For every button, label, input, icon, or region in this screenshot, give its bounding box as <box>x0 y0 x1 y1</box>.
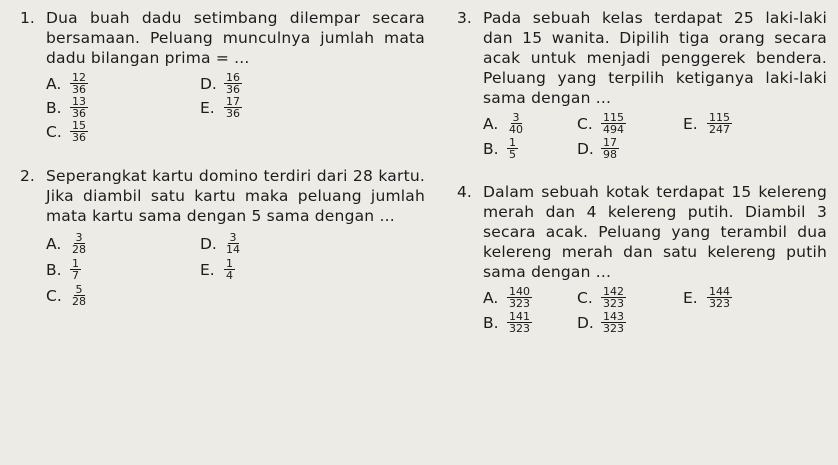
option-fraction <box>507 311 532 334</box>
option-letter: B. <box>483 313 499 332</box>
question-number: 4. <box>457 183 472 201</box>
question-2 <box>20 166 425 308</box>
option-fraction <box>507 137 518 160</box>
numerator: 141 <box>509 310 530 323</box>
question-4 <box>457 182 827 336</box>
option-letter: D. <box>200 74 217 93</box>
denominator: 4 <box>226 269 233 282</box>
numerator: 5 <box>75 283 83 296</box>
option-fraction <box>601 112 626 135</box>
option-b[interactable] <box>46 258 81 281</box>
question-text: Seperangkat kartu domino terdiri dari 28 kartu. Jika diambil satu kartu maka peluang jumlah mata kartu sama dengan 5 sama dengan ... <box>46 167 425 225</box>
option-letter: C. <box>46 286 62 305</box>
numerator: 17 <box>226 95 240 108</box>
option-letter: C. <box>577 288 593 307</box>
option-fraction <box>601 311 626 334</box>
option-letter: B. <box>483 139 499 158</box>
option-fraction <box>601 286 626 309</box>
option-fraction <box>70 258 81 281</box>
question-number: 2. <box>20 167 35 185</box>
numerator: 140 <box>509 285 530 298</box>
denominator: 247 <box>709 123 730 136</box>
numerator: 143 <box>603 310 624 323</box>
numerator: 144 <box>709 285 730 298</box>
option-letter: C. <box>46 122 62 141</box>
denominator: 323 <box>509 297 530 310</box>
option-c[interactable] <box>577 286 626 309</box>
left-column <box>20 8 425 308</box>
numerator: 3 <box>75 231 83 244</box>
numerator: 115 <box>603 111 624 124</box>
option-letter: D. <box>577 139 594 158</box>
right-column <box>457 8 827 336</box>
option-letter: B. <box>46 98 62 117</box>
option-d[interactable] <box>200 72 242 95</box>
option-letter: A. <box>483 114 499 133</box>
numerator: 12 <box>72 71 86 84</box>
denominator: 14 <box>226 243 240 256</box>
option-fraction <box>601 137 619 160</box>
option-c[interactable] <box>46 120 88 143</box>
option-fraction <box>70 72 88 95</box>
numerator: 3 <box>229 231 237 244</box>
numerator: 1 <box>226 257 233 270</box>
option-fraction <box>224 232 242 255</box>
option-b[interactable] <box>483 137 518 160</box>
numerator: 13 <box>72 95 86 108</box>
option-d[interactable] <box>577 311 626 334</box>
option-fraction <box>707 112 732 135</box>
option-e[interactable] <box>683 286 732 309</box>
option-fraction <box>707 286 732 309</box>
numerator: 3 <box>512 111 520 124</box>
question-number: 1. <box>20 9 35 27</box>
question-text: Pada sebuah kelas terdapat 25 laki-laki dan 15 wanita. Dipilih tiga orang secara acak untuk menjadi penggerek bendera. Peluang yang terpilih ketiganya laki-laki sama dengan ... <box>483 9 827 107</box>
option-a[interactable] <box>483 286 532 309</box>
answer-options <box>483 284 827 336</box>
option-d[interactable] <box>200 232 242 255</box>
numerator: 1 <box>72 257 79 270</box>
question-number: 3. <box>457 9 472 27</box>
denominator: 98 <box>603 148 617 161</box>
denominator: 36 <box>226 83 240 96</box>
option-letter: E. <box>683 288 698 307</box>
option-e[interactable] <box>200 258 235 281</box>
option-e[interactable] <box>200 96 242 119</box>
option-fraction <box>224 258 235 281</box>
numerator: 17 <box>603 136 617 149</box>
option-letter: E. <box>683 114 698 133</box>
option-fraction <box>507 286 532 309</box>
option-d[interactable] <box>577 137 619 160</box>
numerator: 142 <box>603 285 624 298</box>
option-e[interactable] <box>683 112 732 135</box>
question-text: Dalam sebuah kotak terdapat 15 kelereng merah dan 4 kelereng putih. Diambil 3 secara acak. Peluang yang terambil dua kelereng merah dan satu kelereng putih sama dengan ... <box>483 183 827 281</box>
numerator: 16 <box>226 71 240 84</box>
question-text: Dua buah dadu setimbang dilempar secara bersamaan. Peluang munculnya jumlah mata dadu bilangan prima = ... <box>46 9 425 67</box>
denominator: 7 <box>72 269 79 282</box>
option-fraction <box>70 284 88 307</box>
option-fraction <box>70 96 88 119</box>
answer-options <box>46 70 425 144</box>
denominator: 36 <box>72 107 86 120</box>
denominator: 323 <box>603 322 624 335</box>
denominator: 323 <box>709 297 730 310</box>
denominator: 36 <box>72 131 86 144</box>
denominator: 323 <box>509 322 530 335</box>
option-b[interactable] <box>46 96 88 119</box>
option-letter: D. <box>200 234 217 253</box>
option-fraction <box>224 72 242 95</box>
denominator: 36 <box>226 107 240 120</box>
option-b[interactable] <box>483 311 532 334</box>
option-letter: D. <box>577 313 594 332</box>
numerator: 1 <box>509 136 516 149</box>
numerator: 115 <box>709 111 730 124</box>
denominator: 40 <box>509 123 523 136</box>
option-c[interactable] <box>46 284 88 307</box>
option-letter: A. <box>46 234 62 253</box>
option-letter: E. <box>200 98 215 117</box>
option-fraction <box>224 96 242 119</box>
question-1 <box>20 8 425 144</box>
option-c[interactable] <box>577 112 626 135</box>
denominator: 5 <box>509 148 516 161</box>
option-letter: B. <box>46 260 62 279</box>
denominator: 28 <box>72 295 86 308</box>
option-a[interactable] <box>46 72 88 95</box>
option-fraction <box>507 112 525 135</box>
option-fraction <box>70 232 88 255</box>
denominator: 28 <box>72 243 86 256</box>
option-letter: E. <box>200 260 215 279</box>
numerator: 15 <box>72 119 86 132</box>
denominator: 36 <box>72 83 86 96</box>
denominator: 323 <box>603 297 624 310</box>
option-letter: A. <box>483 288 499 307</box>
answer-options <box>46 228 425 308</box>
denominator: 494 <box>603 123 624 136</box>
question-3 <box>457 8 827 162</box>
option-fraction <box>70 120 88 143</box>
option-a[interactable] <box>46 232 88 255</box>
option-a[interactable] <box>483 112 525 135</box>
option-letter: C. <box>577 114 593 133</box>
option-letter: A. <box>46 74 62 93</box>
answer-options <box>483 110 827 162</box>
